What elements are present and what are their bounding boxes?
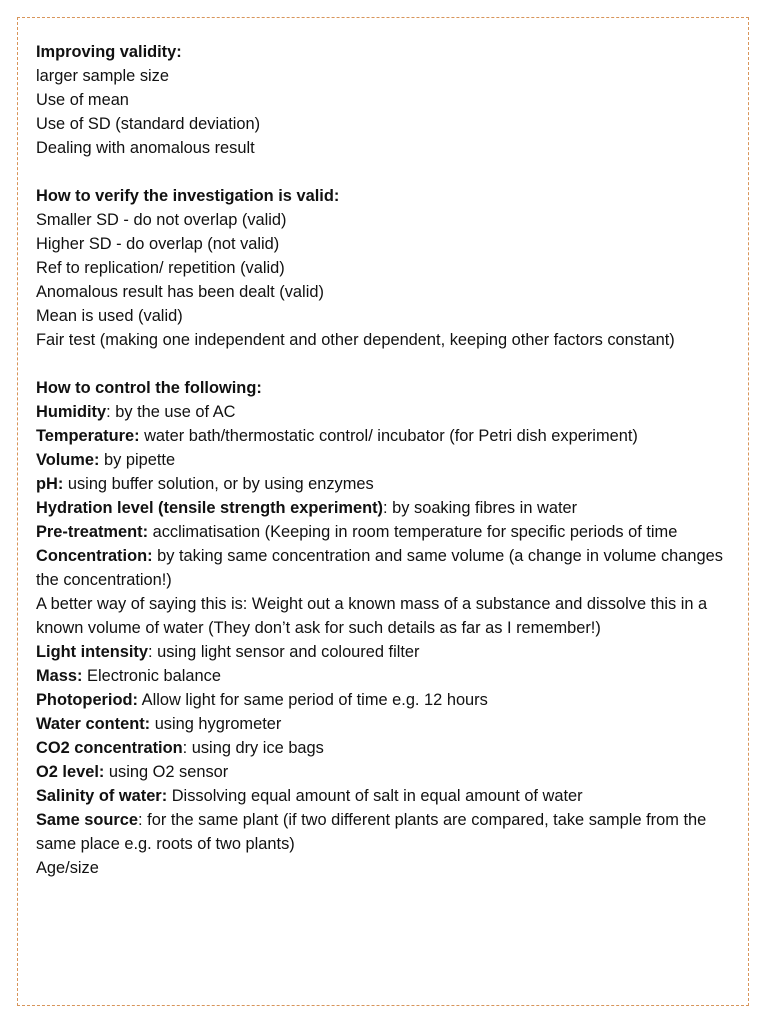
control-item [36, 496, 736, 520]
validity-item: Dealing with anomalous result [36, 139, 255, 157]
control-label: Hydration level (tensile strength experiment) [36, 499, 384, 517]
control-text: : by the use of AC [106, 403, 236, 421]
control-item [36, 760, 736, 784]
control-item [36, 448, 736, 472]
validity-item: Use of SD (standard deviation) [36, 115, 261, 133]
control-text: : by soaking fibres in water [383, 499, 578, 517]
verify-item: Anomalous result has been dealt (valid) [36, 283, 324, 301]
control-item [36, 712, 736, 736]
verify-item: Higher SD - do overlap (not valid) [36, 235, 280, 253]
control-text: using buffer solution, or by using enzymes [63, 475, 374, 493]
control-text: Electronic balance [82, 667, 221, 685]
control-label: Same source [36, 811, 139, 829]
control-text: : using light sensor and coloured filter [148, 643, 420, 661]
control-item [36, 688, 736, 712]
control-item [36, 640, 736, 664]
control-label: pH: [36, 475, 64, 493]
control-item [36, 736, 736, 760]
control-item [36, 808, 736, 856]
control-label: CO2 concentration [36, 739, 183, 757]
control-label: Photoperiod: [36, 691, 138, 709]
control-heading: How to control the following: [36, 379, 262, 397]
control-text: using O2 sensor [104, 763, 229, 781]
control-text: Allow light for same period of time e.g. 12 hours [137, 691, 488, 709]
control-item [36, 520, 736, 544]
control-note: A better way of saying this is: Weight out a known mass of a substance and dissolve this in a known volume of water (They don’t ask for such details as far as I remember!) [36, 595, 708, 637]
validity-item: Use of mean [36, 91, 129, 109]
control-text: using hygrometer [150, 715, 282, 733]
control-label: Volume: [36, 451, 100, 469]
control-text: acclimatisation (Keeping in room temperature for specific periods of time [148, 523, 678, 541]
control-label: Light intensity [36, 643, 148, 661]
control-item [36, 424, 736, 448]
control-item [36, 544, 736, 592]
validity-item: larger sample size [36, 67, 169, 85]
control-label: Mass: [36, 667, 83, 685]
spacer [36, 352, 736, 376]
control-text: by taking same concentration and same volume (a change in volume changes the concentration!) [36, 547, 723, 589]
control-item [36, 784, 736, 808]
control-label: Temperature: [36, 427, 140, 445]
control-text: Dissolving equal amount of salt in equal amount of water [167, 787, 583, 805]
control-text: : for the same plant (if two different plants are compared, take sample from the same place e.g. roots of two plants) [36, 811, 707, 853]
control-label: Salinity of water: [36, 787, 168, 805]
control-label: Water content: [36, 715, 151, 733]
control-item [36, 664, 736, 688]
control-text: : using dry ice bags [182, 739, 324, 757]
spacer [36, 160, 736, 184]
verify-item: Mean is used (valid) [36, 307, 183, 325]
control-label: Humidity [36, 403, 107, 421]
document-body [36, 40, 736, 880]
verify-item: Smaller SD - do not overlap (valid) [36, 211, 287, 229]
control-label: Pre-treatment: [36, 523, 149, 541]
verify-heading: How to verify the investigation is valid: [36, 187, 340, 205]
control-last-item: Age/size [36, 859, 99, 877]
verify-item: Fair test (making one independent and other dependent, keeping other factors constant) [36, 331, 675, 349]
control-item [36, 400, 736, 424]
validity-heading: Improving validity: [36, 43, 182, 61]
verify-item: Ref to replication/ repetition (valid) [36, 259, 285, 277]
control-text: by pipette [99, 451, 176, 469]
control-label: Concentration: [36, 547, 153, 565]
control-label: O2 level: [36, 763, 105, 781]
control-item [36, 472, 736, 496]
control-text: water bath/thermostatic control/ incubator (for Petri dish experiment) [139, 427, 638, 445]
